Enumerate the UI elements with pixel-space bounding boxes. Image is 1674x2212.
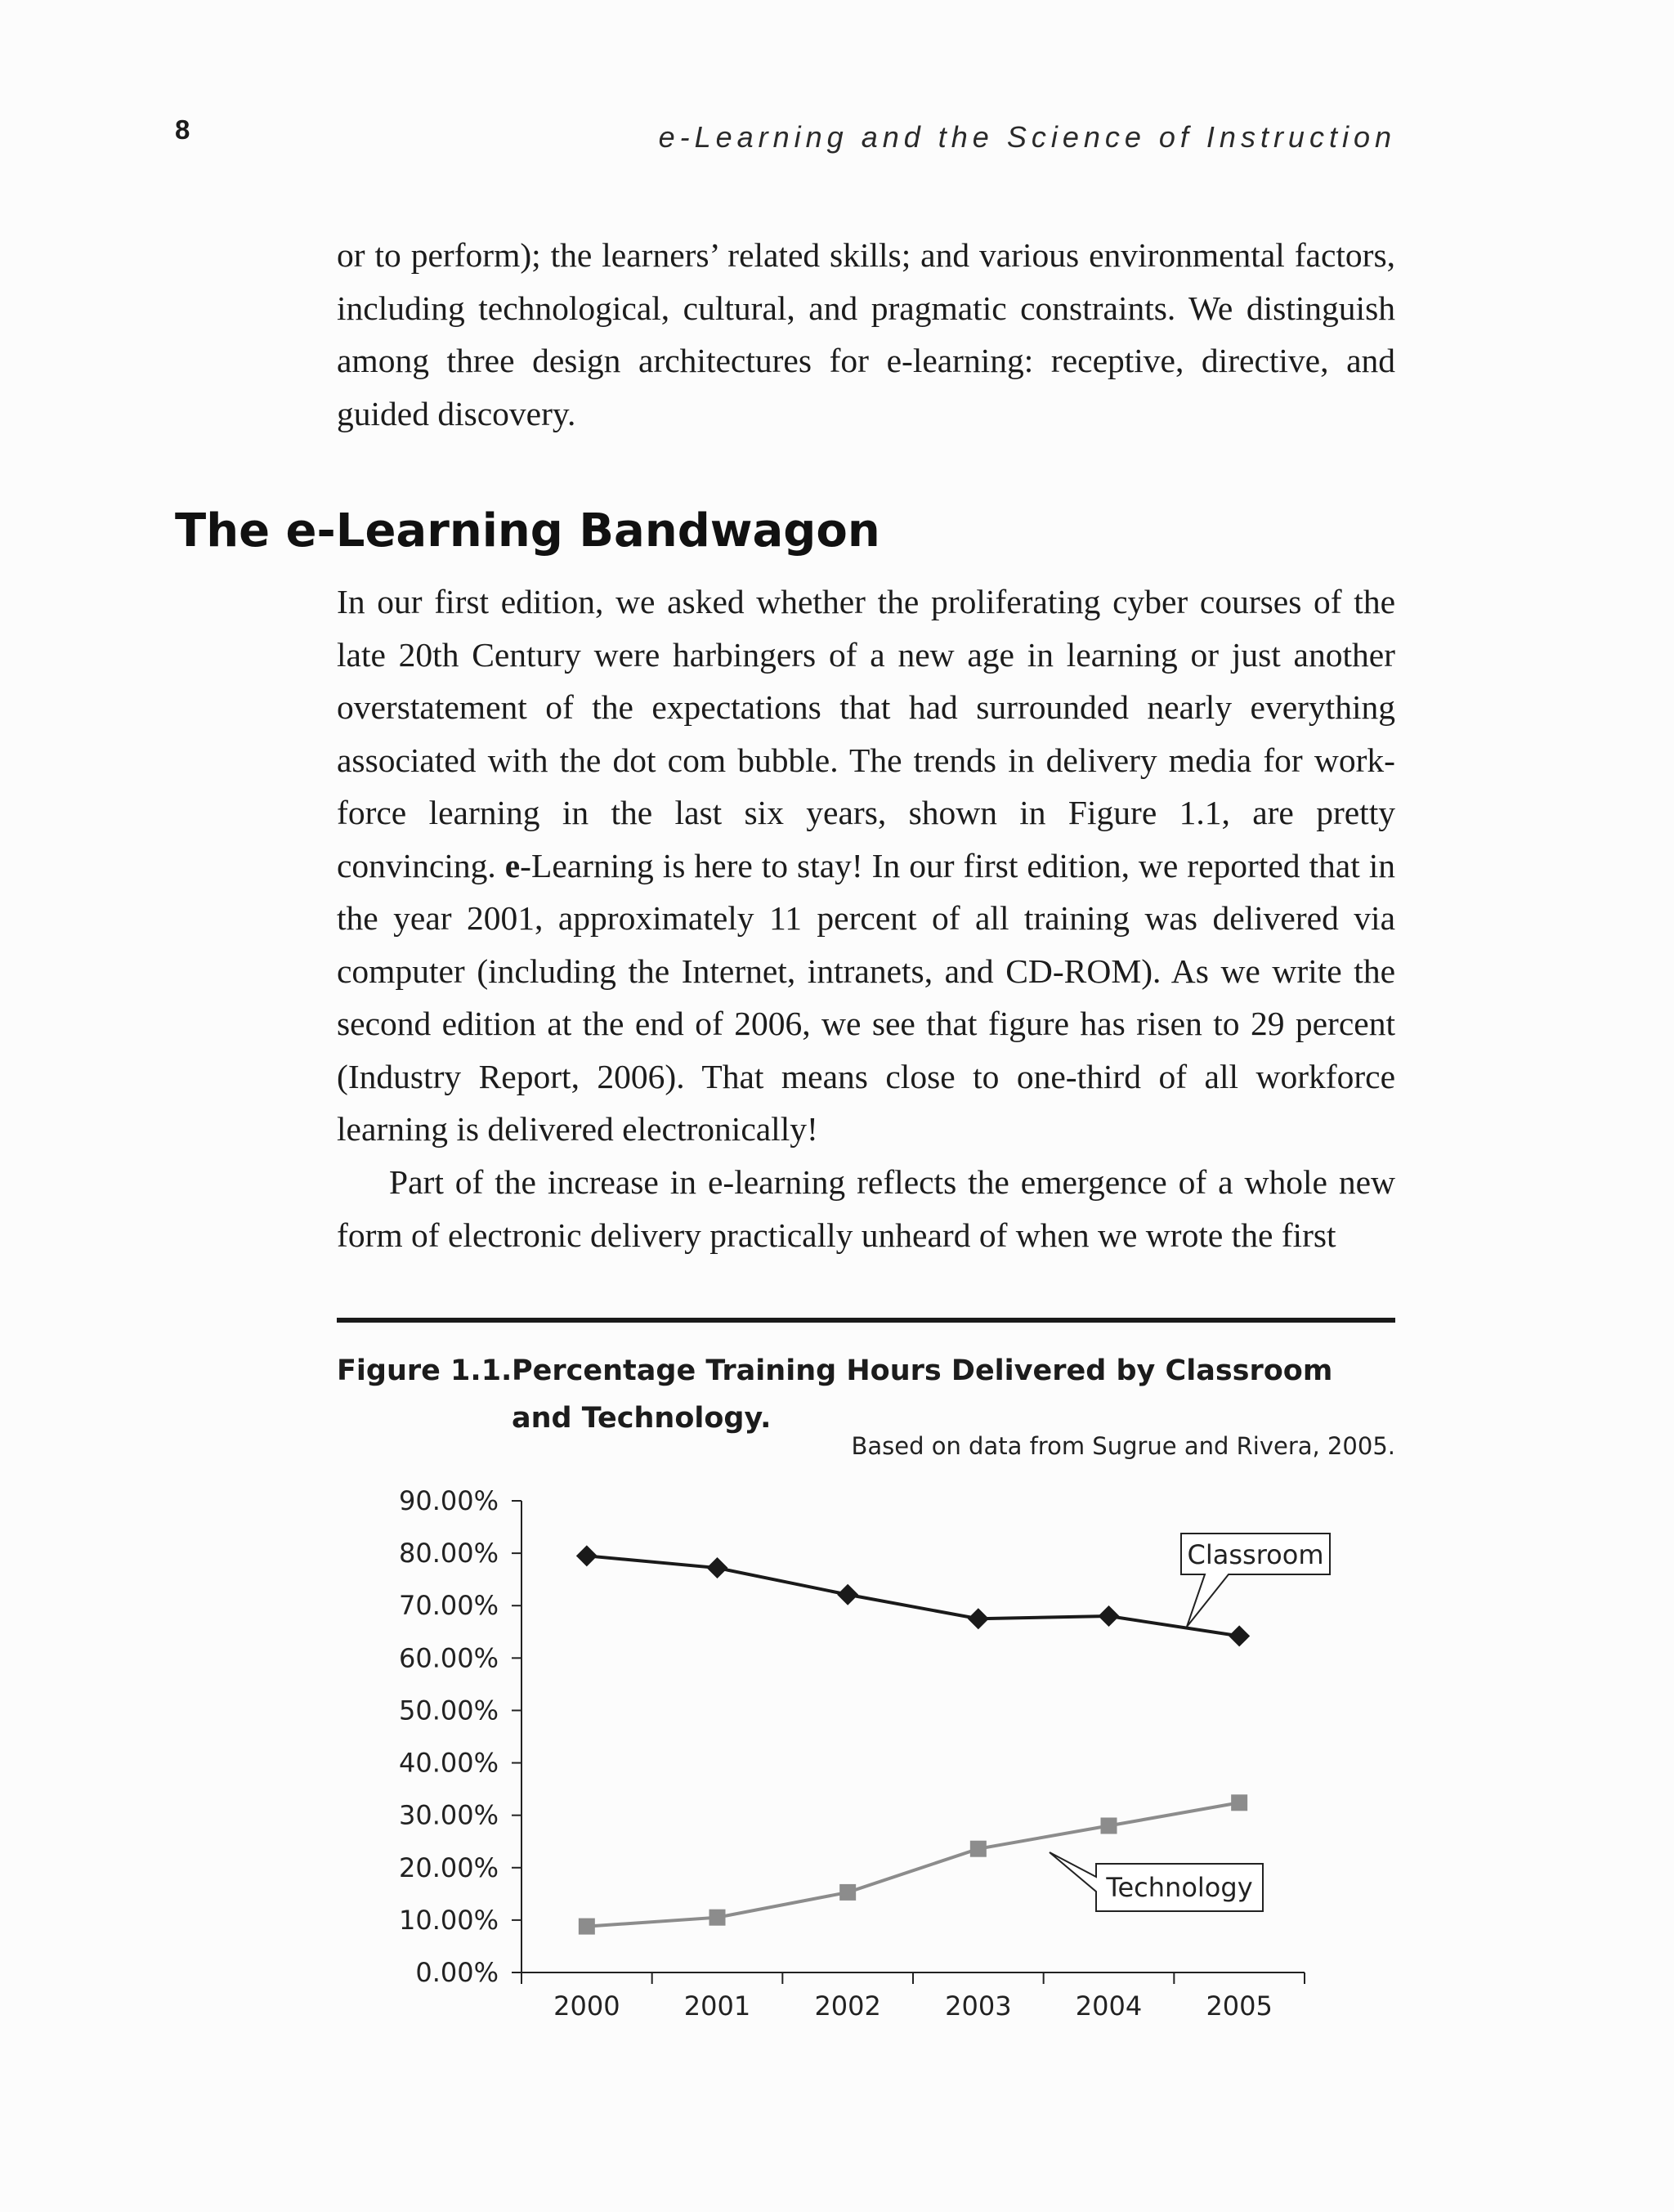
y-tick-label: 0.00% bbox=[415, 1957, 499, 1988]
data-point-technology bbox=[970, 1841, 987, 1857]
y-tick-label: 30.00% bbox=[398, 1799, 499, 1831]
paragraph-main-before: In our first edition, we asked whether the proliferating cyber courses of the late 20th Century were harbingers of a new age in learning or just another overstatement of the expectations that had surrounded nearly everything associated with the dot com bubble. The trends in delivery media for workforce learning in the last six years, shown in Figure 1.1, are pretty convincing. bbox=[337, 583, 1395, 884]
section-heading: The e-Learning Bandwagon bbox=[175, 504, 880, 557]
data-point-technology bbox=[839, 1884, 856, 1901]
y-tick-label: 10.00% bbox=[398, 1904, 499, 1936]
data-point-technology bbox=[1101, 1817, 1117, 1834]
chart-axes bbox=[399, 1485, 1305, 2022]
data-point-classroom bbox=[1229, 1625, 1250, 1646]
paragraph-second: Part of the increase in e-learning reflects the emergence of a whole new form of electronic delivery practically unheard of when we wrote the first bbox=[337, 1163, 1395, 1254]
y-tick-label: 80.00% bbox=[398, 1538, 499, 1569]
y-tick-label: 50.00% bbox=[398, 1695, 499, 1726]
data-point-classroom bbox=[837, 1584, 858, 1605]
callout-classroom bbox=[1181, 1534, 1330, 1627]
y-tick-label: 90.00% bbox=[398, 1485, 499, 1516]
running-title: e-Learning and the Science of Instruction bbox=[658, 120, 1396, 154]
y-tick-label: 70.00% bbox=[398, 1590, 499, 1622]
callout-technology-label: Technology bbox=[1106, 1872, 1253, 1903]
x-tick-label: 2000 bbox=[553, 1990, 620, 2022]
x-tick-label: 2001 bbox=[683, 1990, 751, 2022]
callout-technology bbox=[1050, 1852, 1263, 1911]
data-point-technology bbox=[1231, 1794, 1247, 1811]
figure-source: Based on data from Sugrue and Rivera, 2005. bbox=[851, 1432, 1395, 1460]
paragraph-main-bold-e: e bbox=[504, 846, 521, 884]
figure-label: Figure 1.1. bbox=[337, 1355, 512, 1387]
paragraph-main-after: -Learning is here to stay! In our first edition, we reported that in the year 2001, approximately 11 percent of all training was delivered via computer (including the Internet, intranets, and CD-ROM). As we write the second edition at the end of 2006, we see that figure has risen to 29 percent (Industry Report, 2006). That means close to one-third of all workforce learning is delivered electronically! bbox=[337, 846, 1395, 1148]
y-tick-label: 20.00% bbox=[398, 1852, 499, 1883]
y-tick-label: 40.00% bbox=[398, 1747, 499, 1779]
page-number: 8 bbox=[175, 114, 190, 145]
paragraph-top: or to perform); the learners’ related skills; and various environmental factors, including technological, cultural, and pragmatic constraints. We distinguish among three design architectures for e-learning: receptive, directive, and guided discovery. bbox=[337, 236, 1395, 432]
data-point-technology bbox=[709, 1910, 726, 1926]
data-point-classroom bbox=[707, 1557, 728, 1578]
x-tick-label: 2005 bbox=[1206, 1990, 1273, 2022]
data-point-classroom bbox=[1099, 1605, 1120, 1627]
callout-classroom-label: Classroom bbox=[1187, 1539, 1324, 1570]
series-line-classroom bbox=[587, 1556, 1239, 1636]
y-tick-label: 60.00% bbox=[398, 1642, 499, 1674]
figure-title: Percentage Training Hours Delivered by Classroom and Technology. bbox=[512, 1355, 1333, 1435]
data-point-classroom bbox=[968, 1608, 989, 1629]
x-tick-label: 2003 bbox=[945, 1990, 1012, 2022]
data-point-classroom bbox=[576, 1545, 598, 1566]
x-tick-label: 2004 bbox=[1075, 1990, 1143, 2022]
data-point-technology bbox=[579, 1919, 595, 1935]
x-tick-label: 2002 bbox=[814, 1990, 881, 2022]
